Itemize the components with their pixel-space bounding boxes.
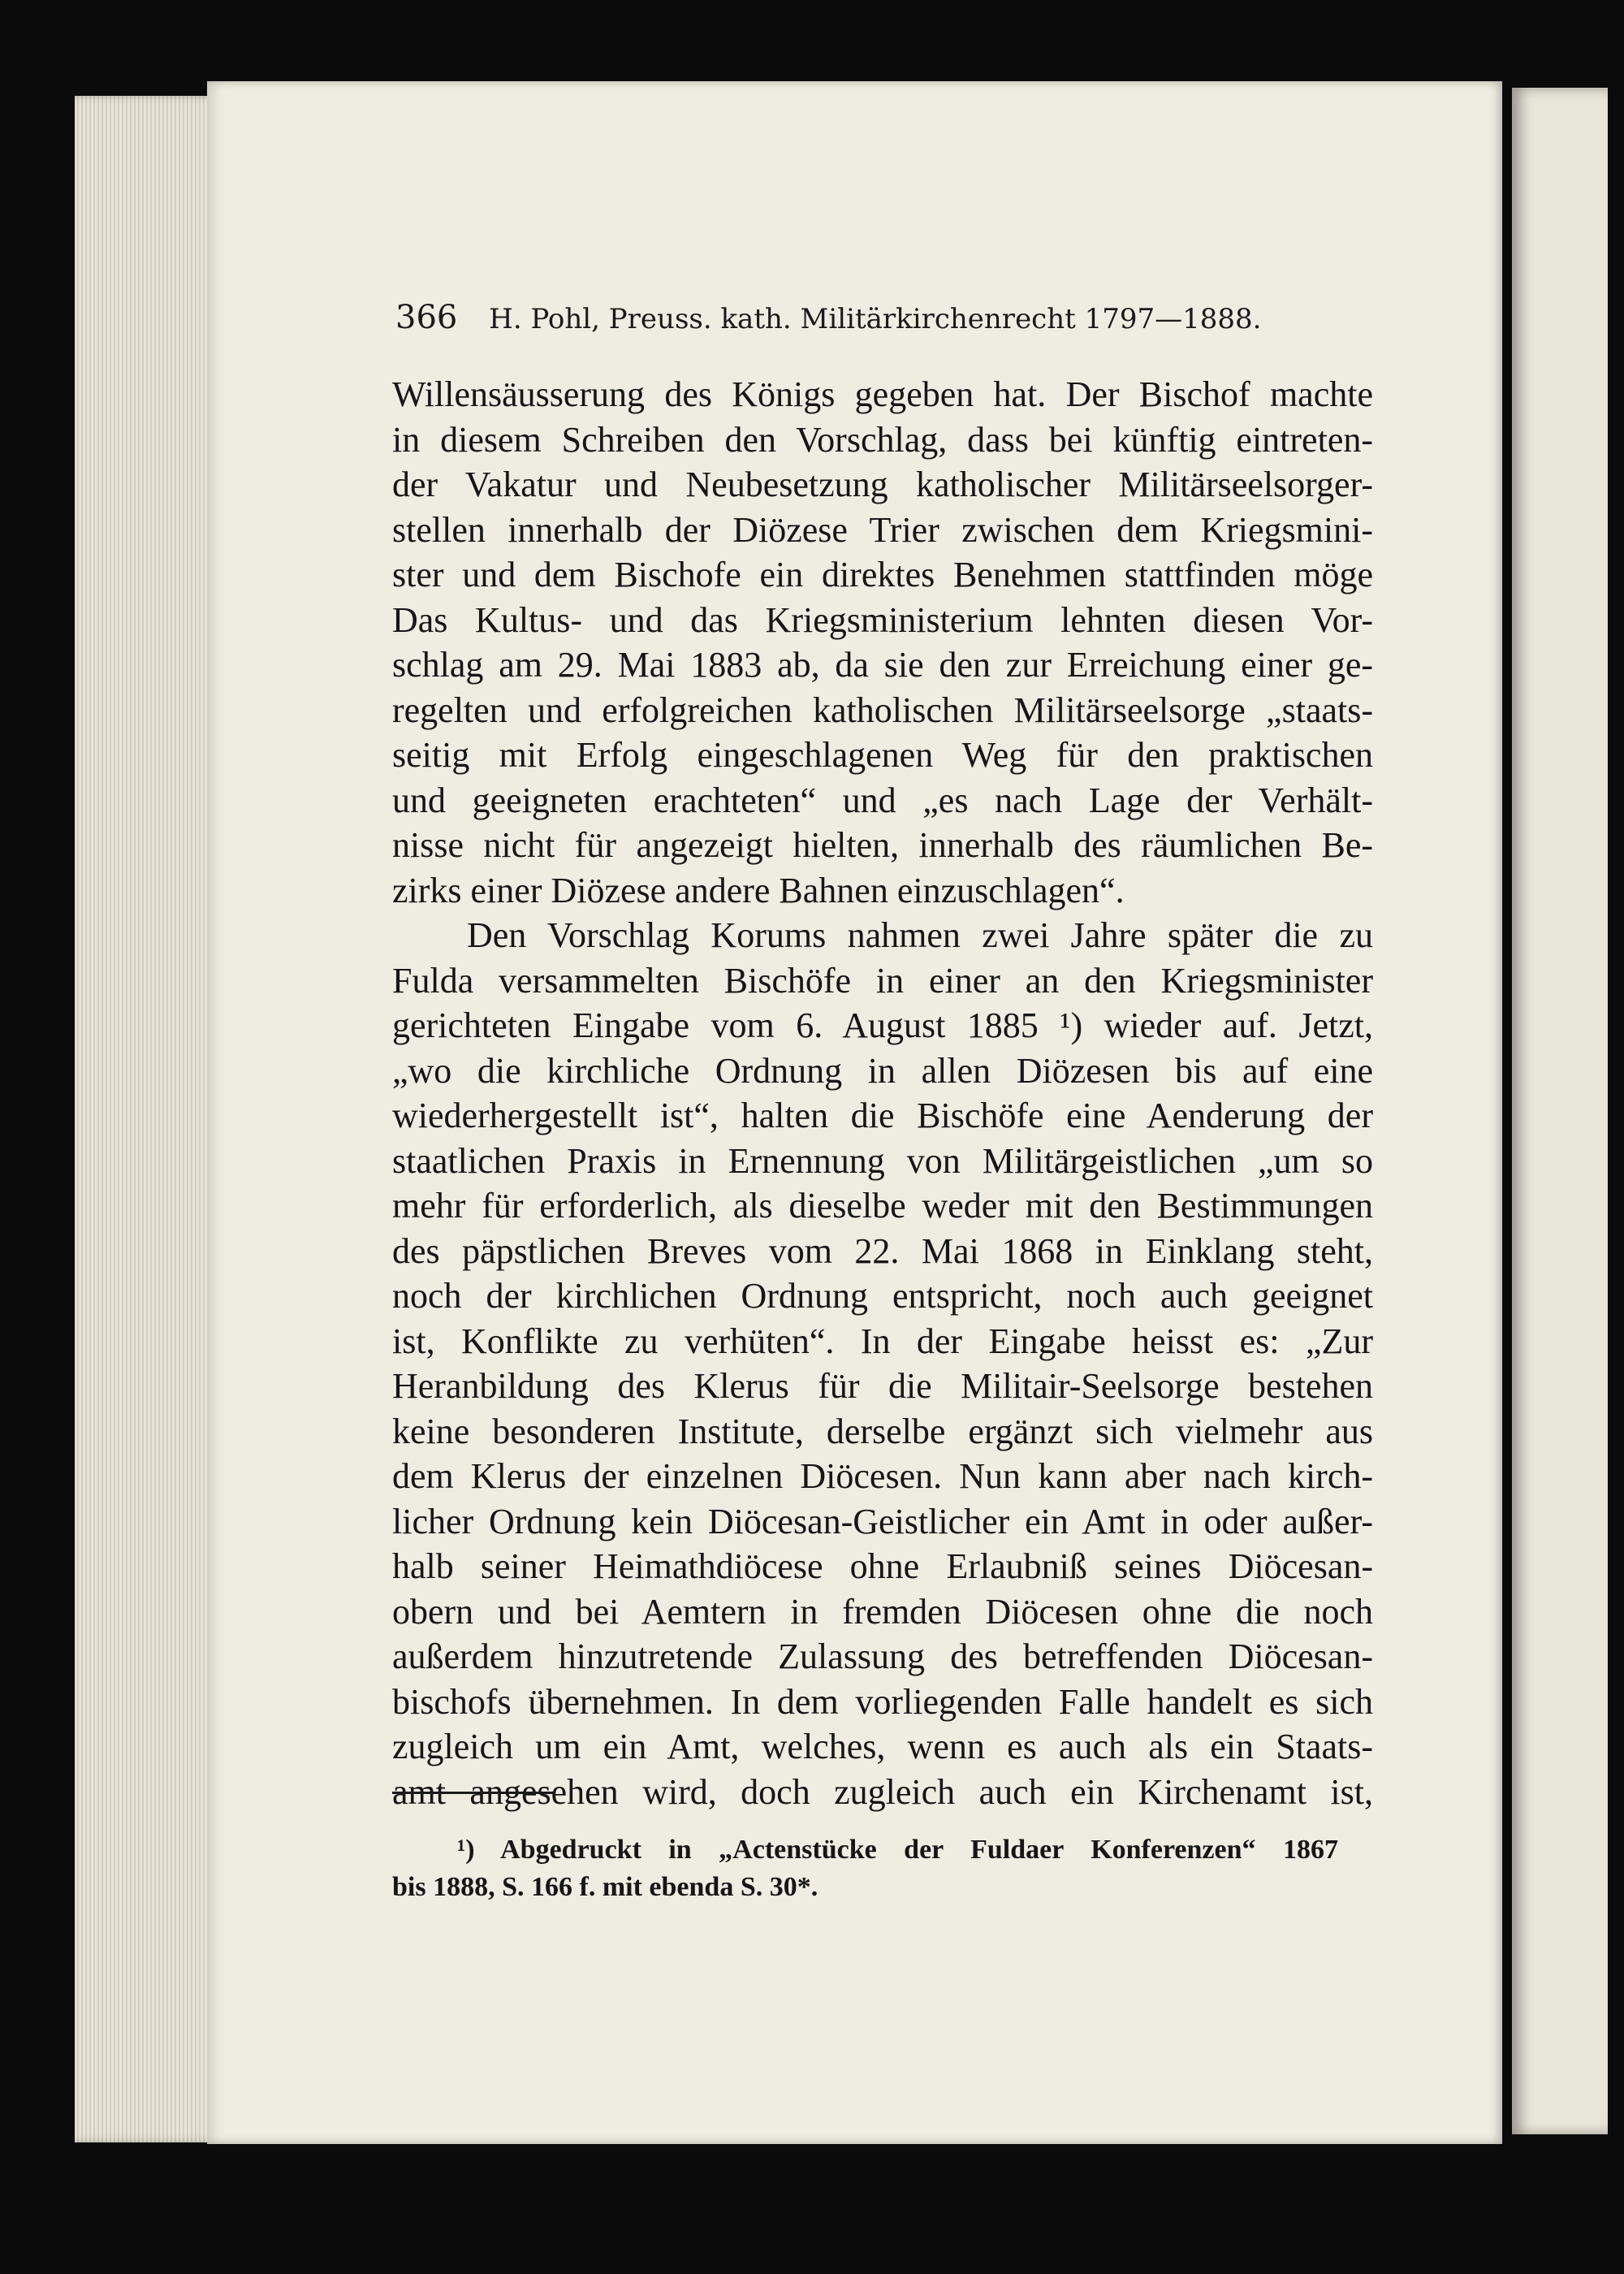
text-line: Das Kultus- und das Kriegsministerium lehnten diesen Vor-	[392, 599, 1373, 640]
text-line: nisse nicht für angezeigt hielten, innerhalb des räumlichen Be-	[392, 825, 1373, 865]
footnote	[392, 1831, 1338, 1906]
text-line: der Vakatur und Neubesetzung katholischer Militärseelsorger-	[392, 465, 1373, 504]
text-line: Willensäusserung des Königs gegeben hat. Der Bischof machte	[392, 374, 1373, 414]
page-number: 366	[395, 299, 458, 336]
facing-page-edge	[1512, 88, 1608, 2134]
book-page-edges	[75, 96, 221, 2142]
text-line: regelten und erfolgreichen katholischen Militärseelsorge „staats-	[392, 690, 1373, 730]
text-line: des päpstlichen Breves vom 22. Mai 1868 in Einklang steht,	[392, 1230, 1373, 1271]
text-line: gerichteten Eingabe vom 6. August 1885 ¹) wieder auf. Jetzt,	[392, 1005, 1373, 1045]
text-line: bischofs übernehmen. In dem vorliegenden Falle handelt es sich	[392, 1681, 1373, 1722]
footnote-divider	[392, 1792, 555, 1794]
text-line: staatlichen Praxis in Ernennung von Militärgeistlichen „um so	[392, 1140, 1373, 1181]
footnote-line: bis 1888, S. 166 f. mit ebenda S. 30*.	[392, 1872, 818, 1902]
running-title: H. Pohl, Preuss. kath. Militärkirchenrecht 1797—1888.	[489, 303, 1262, 335]
text-line: mehr für erforderlich, als dieselbe weder mit den Bestimmungen	[392, 1186, 1373, 1226]
text-line: halb seiner Heimathdiöcese ohne Erlaubniß seines Diöcesan-	[392, 1546, 1373, 1586]
text-line: „wo die kirchliche Ordnung in allen Diözesen bis auf eine	[392, 1050, 1373, 1091]
footnote-line: ¹) Abgedruckt in „Actenstücke der Fuldaer Konferenzen“ 1867	[457, 1835, 1338, 1865]
text-line: in diesem Schreiben den Vorschlag, dass bei künftig eintreten-	[392, 419, 1373, 460]
body-text	[392, 372, 1373, 1814]
text-line: zugleich um ein Amt, welches, wenn es auch als ein Staats-	[392, 1727, 1373, 1766]
text-line: seitig mit Erfolg eingeschlagenen Weg für den praktischen	[392, 735, 1373, 775]
text-line: Fulda versammelten Bischöfe in einer an den Kriegsminister	[392, 960, 1373, 1001]
text-line: Heranbildung des Klerus für die Militair-Seelsorge bestehen	[392, 1366, 1373, 1406]
text-line: noch der kirchlichen Ordnung entspricht, noch auch geeignet	[392, 1276, 1373, 1316]
text-line: dem Klerus der einzelnen Diöcesen. Nun kann aber nach kirch-	[392, 1456, 1373, 1496]
text-line: ist, Konflikte zu verhüten“. In der Eingabe heisst es: „Zur	[392, 1321, 1373, 1361]
text-line: licher Ordnung kein Diöcesan-Geistlicher ein Amt in oder außer-	[392, 1501, 1373, 1541]
text-line: außerdem hinzutretende Zulassung des betreffenden Diöcesan-	[392, 1636, 1373, 1676]
text-line: keine besonderen Institute, derselbe ergänzt sich vielmehr aus	[392, 1411, 1373, 1451]
text-line: wiederhergestellt ist“, halten die Bischöfe eine Aenderung der	[392, 1096, 1373, 1135]
text-line: amt angesehen wird, doch zugleich auch ein Kirchenamt ist,	[392, 1771, 1373, 1812]
running-header	[395, 299, 1262, 336]
paragraph-end-line: zirks einer Diözese andere Bahnen einzuschlagen“.	[392, 870, 1125, 910]
text-line: und geeigneten erachteten“ und „es nach Lage der Verhält-	[392, 780, 1373, 820]
paragraph-start-line: Den Vorschlag Korums nahmen zwei Jahre später die zu	[467, 915, 1373, 955]
text-line: stellen innerhalb der Diözese Trier zwischen dem Kriegsmini-	[392, 509, 1373, 550]
text-line: schlag am 29. Mai 1883 ab, da sie den zur Erreichung einer ge-	[392, 645, 1373, 685]
text-line: ster und dem Bischofe ein direktes Benehmen stattfinden möge	[392, 555, 1373, 594]
text-line: obern und bei Aemtern in fremden Diöcesen ohne die noch	[392, 1591, 1373, 1632]
